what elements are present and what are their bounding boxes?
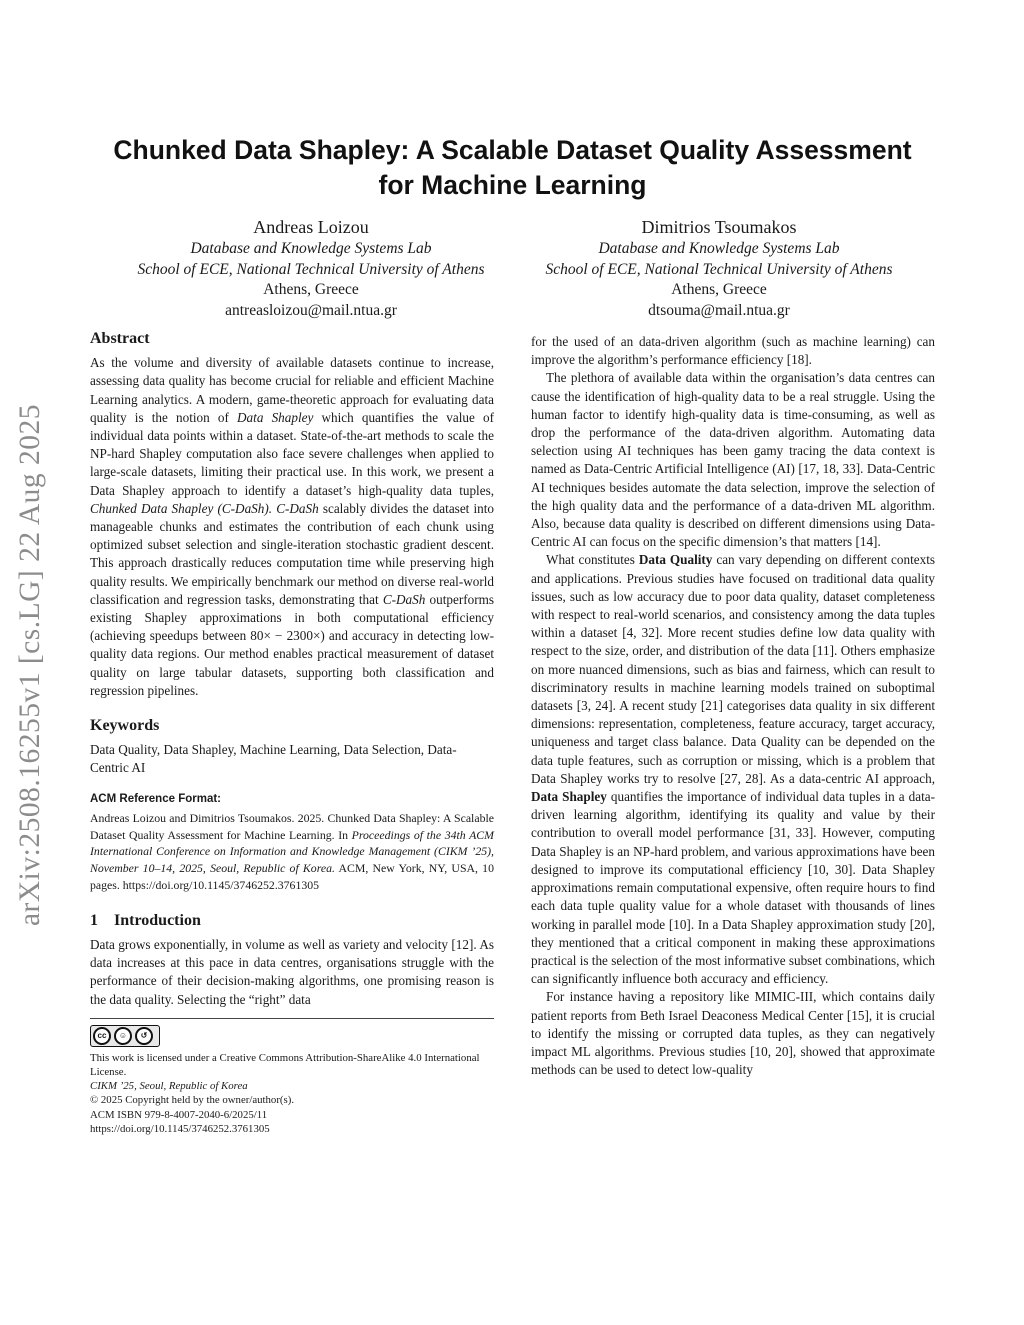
author-block-1 (101, 216, 521, 321)
keywords-heading: Keywords (90, 717, 160, 735)
author-school: School of ECE, National Technical University of Athens (137, 260, 485, 278)
venue-text: CIKM ’25, Seoul, Republic of Korea (90, 1080, 248, 1093)
sa-icon: ↺ (135, 1027, 153, 1045)
cc-license-badge[interactable] (90, 1025, 160, 1047)
author-name: Andreas Loizou (253, 217, 369, 237)
author-city: Athens, Greece (263, 281, 359, 298)
right-column (531, 333, 935, 1079)
title-line-2: for Machine Learning (378, 170, 647, 200)
keywords-text: Data Quality, Data Shapley, Machine Learning, Data Selection, Data-Centric AI (90, 742, 457, 776)
author-city: Athens, Greece (671, 281, 767, 298)
author-school: School of ECE, National Technical University of Athens (545, 260, 893, 278)
abstract-heading: Abstract (90, 330, 150, 347)
author-email[interactable]: dtsouma@mail.ntua.gr (648, 301, 790, 319)
paper-title (90, 133, 935, 203)
author-email[interactable]: antreasloizou@mail.ntua.gr (225, 301, 397, 319)
isbn-text: ACM ISBN 979-8-4007-2040-6/2025/11 (90, 1108, 268, 1121)
paragraph: For instance having a repository like MIMIC-III, which contains daily patient reports from Beth Israel Deaconess Medical Center [15], it is crucial to identify the missing or corrupted data tuples, as they can negatively impact ML algorithms. Previous studies [10, 20], showed that approximate methods can be used to detect low-quality (531, 989, 935, 1078)
footnote-rule (90, 1018, 494, 1019)
paragraph: What constitutes Data Quality can vary depending on different contexts and applications. Previous studies have focused on traditional data quality issues, such as low accuracy due to poor data quality, dataset completeness with respect to real-world scenarios, and consistency among the data tuples within a dataset [4, 32]. More recent studies define low data quality with respect to the size, order, and distribution of the data [11]. Others emphasize on more nuanced dimensions, such as bias and fairness, which can result to discriminatory results in machine learning models trained on suboptimal datasets [3, 24]. A recent study [21] categorises data quality in six different dimensions: representation, completeness, feature accuracy, target accuracy, uniqueness and target class balance. Data Quality can be depended on the data tuple features, such as corruption or missing, which is a problem that Data Shapley works try to resolve [27, 28]. As a data-centric AI approach, Data Shapley quantifies the importance of individual data tuples in a data-driven learning algorithm, identifying its quality and value by their contribution to overall model performance [31, 33]. However, computing Data Shapley is an NP-hard problem, and various approximations have been designed to improve its computational efficiency [10, 30]. Data Shapley approximations remain computational expensive, often require hours to find each data tuple quality value for a whole dataset with thousands of lines working in parallel mode [10]. In a Data Shapley approximation study [20], they mentioned that a critical component in making these approximations practical is the selection of the most informative subset combinations, which can significantly influence both accuracy and efficiency. (531, 552, 936, 987)
author-lab: Database and Knowledge Systems Lab (190, 240, 432, 257)
arxiv-watermark: arXiv:2508.16255v1 [cs.LG] 22 Aug 2025 (13, 403, 46, 927)
title-line-1: Chunked Data Shapley: A Scalable Dataset Quality Assessment (113, 135, 912, 165)
intro-text: Data grows exponentially, in volume as well as variety and velocity [12]. As data increases at this pace in data centres, organisations struggle with the performance of their decision-making algorithms, one promising reason is the data quality. Selecting the “right” data (90, 937, 494, 1007)
acm-ref-heading: ACM Reference Format: (90, 792, 221, 805)
doi-link[interactable]: https://doi.org/10.1145/3746252.3761305 (90, 1122, 270, 1135)
copyright-text: © 2025 Copyright held by the owner/author(s). (90, 1094, 295, 1107)
acm-ref-text: Andreas Loizou and Dimitrios Tsoumakos. 2025. Chunked Data Shapley: A Scalable Dataset Quality Assessment for Machine Learning. In Proceedings of the 34th ACM International Conference on Information and Knowledge Management (CIKM ’25), November 10–14, 2025, Seoul, Republic of Korea. ACM, New York, NY, USA, 10 pages. https://doi.org/10.1145/3746252.3761305 (90, 810, 495, 893)
abstract-text: As the volume and diversity of available datasets continue to increase, assessing data quality has become crucial for reliable and efficient Machine Learning analytics. A modern, game-theoretic approach for evaluating data quality is the notion of Data Shapley which quantifies the value of individual data points within a dataset. State-of-the-art methods to scale the NP-hard Shapley computation also face severe challenges when applied to large-scale datasets, limiting their practical use. In this work, we present a Data Shapley approach to identify a dataset’s high-quality data tuples, Chunked Data Shapley (C-DaSh). C-DaSh scalably divides the dataset into manageable chunks and estimates the contribution of each chunk using optimized subset selection and single-iteration stochastic gradient descent. This approach drastically reduces computation time while preserving high quality results. We empirically benchmark our method on diverse real-world classification and regression tasks, demonstrating that C-DaSh outperforms existing Shapley approximations in both computational efficiency (achieving speedups between 80× − 2300×) and accuracy in detecting low-quality data regions. Our method enables practical measurement of dataset quality on large tabular datasets, supporting both classification and regression pipelines. (90, 355, 495, 698)
by-icon: ☺ (114, 1027, 132, 1045)
paragraph: The plethora of available data within the organisation’s data centres can cause the identification of high-quality data to be a real struggle. Using the human factor to identify high-quality data is time-consuming, as well as drop the performance of the data-driven algorithm. Automating data selection using AI techniques has been gamy tracing the data context is named as Data-Centric Artificial Intelligence (AI) [17, 18, 33]. Data-Centric AI techniques besides automate the data selection, improve the selection of the high quality data and the performance of a data-driven ML algorithm. Also, because data quality is described on different dimensions using Data-Centric AI can focus on the specific dimension’s that matters [14]. (531, 370, 935, 550)
intro-heading: 1 Introduction (90, 911, 201, 929)
left-column (90, 330, 494, 1136)
author-name: Dimitrios Tsoumakos (641, 217, 797, 237)
cc-icon: cc (93, 1027, 111, 1045)
paragraph: for the used of an data-driven algorithm (such as machine learning) can improve the algorithm’s performance efficiency [18]. (531, 334, 935, 368)
license-text: This work is licensed under a Creative Commons Attribution-ShareAlike 4.0 International License. (90, 1051, 480, 1079)
author-lab: Database and Knowledge Systems Lab (598, 240, 840, 257)
author-block-2 (509, 216, 929, 321)
